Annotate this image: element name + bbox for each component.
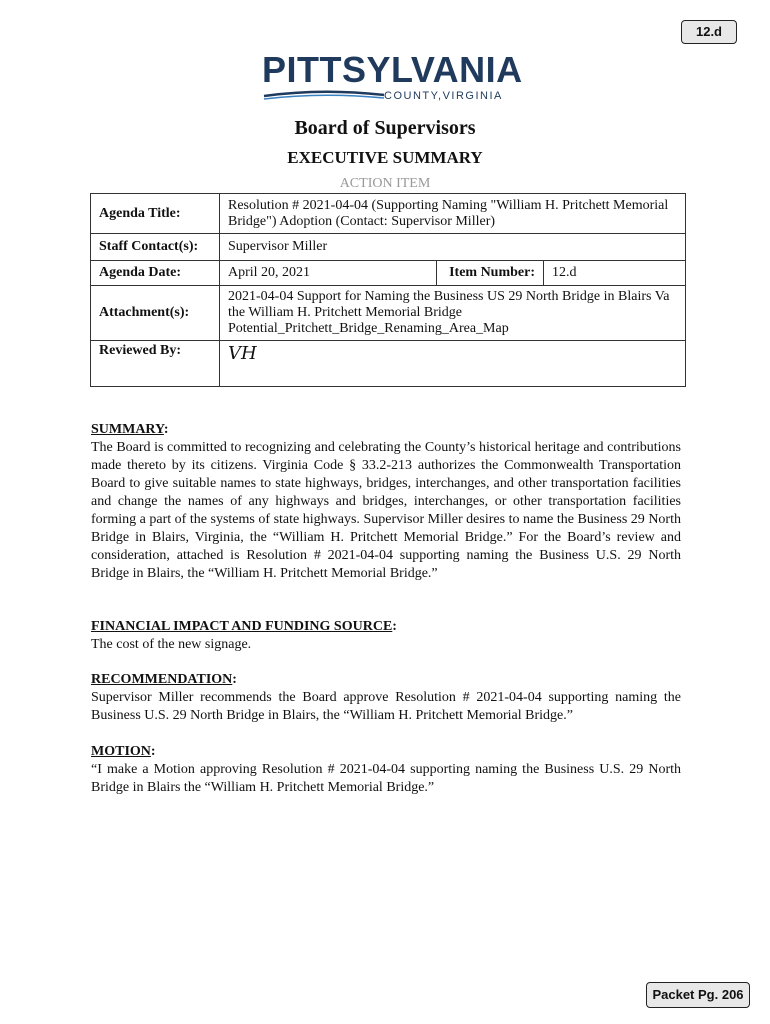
row-staff-contact — [91, 234, 686, 261]
executive-summary-title: EXECUTIVE SUMMARY — [287, 148, 483, 167]
financial-text: The cost of the new signage. — [91, 637, 252, 652]
motion-heading: MOTION — [91, 744, 151, 759]
row-reviewed-by — [91, 341, 686, 387]
agenda-title-label: Agenda Title: — [91, 194, 220, 234]
financial-heading: FINANCIAL IMPACT AND FUNDING SOURCE — [91, 619, 393, 634]
logo-subtitle: COUNTY,VIRGINIA — [384, 90, 503, 102]
logo-swoosh-icon — [262, 86, 387, 102]
summary-heading: SUMMARY — [91, 422, 164, 437]
attachment-link[interactable]: 2021-04-04 Support for Naming the Business US 29 North Bridge in Blairs Va the William H. Pritchett Memorial Bridge — [228, 289, 670, 320]
motion-section: MOTION: “I make a Motion approving Resolution # 2021-04-04 supporting naming the Business U.S. 29 North Bridge in Blairs the “William H. Pritchett Memorial Bridge.” — [91, 744, 681, 795]
agenda-date-label: Agenda Date: — [91, 261, 220, 286]
board-title: Board of Supervisors — [294, 117, 476, 139]
item-number-label: Item Number: — [437, 261, 544, 286]
row-attachments — [91, 286, 686, 341]
row-agenda-date — [91, 261, 686, 286]
agenda-meta-table — [90, 193, 686, 387]
summary-section: SUMMARY: The Board is committed to recognizing and celebrating the County’s historical heritage and contributions made thereto by its citizens. Virginia Code § 33.2-213 authorizes the Commonwealth Transportation Board to give suitable names to state highways, bridges, interchanges, and other transportation facilities and change the names of any highways and bridges, interchanges, or other transportation facilities forming a part of the systems of state highways. Supervisor Miller desires to name the Business 29 North Bridge in Blairs, Virginia, the “William H. Pritchett Memorial Bridge.” For the Board’s review and consideration, attached is Resolution # 2021-04-04 supporting naming the Business U.S. 29 North Bridge in Blairs, the “William H. Pritchett Memorial Bridge.” — [91, 422, 681, 581]
summary-text: The Board is committed to recognizing and celebrating the County’s historical heritage and contributions made thereto by its citizens. Virginia Code § 33.2-213 authorizes the Commonwealth Transportation Board to give suitable names to state highways, bridges, interchanges, and other transportation facilities and change the names of any highways and bridges, interchanges, or other transportation facilities forming a part of the systems of state highways. Supervisor Miller desires to name the Business 29 North Bridge in Blairs, Virginia, the “William H. Pritchett Memorial Bridge.” For the Board’s review and consideration, attached is Resolution # 2021-04-04 supporting naming the Business U.S. 29 North Bridge in Blairs, the “William H. Pritchett Memorial Bridge.” — [91, 440, 681, 581]
reviewed-by-label: Reviewed By: — [91, 341, 220, 387]
packet-code-badge: 12.d — [681, 20, 737, 44]
county-logo — [262, 49, 523, 108]
recommendation-heading: RECOMMENDATION — [91, 672, 233, 687]
attachments-value — [220, 286, 686, 341]
staff-contact-label: Staff Contact(s): — [91, 234, 220, 261]
staff-contact-value: Supervisor Miller — [220, 234, 686, 261]
item-number-value: 12.d — [544, 261, 686, 286]
motion-text: “I make a Motion approving Resolution # 2021-04-04 supporting naming the Business U.S. 29 North Bridge in Blairs the “William H. Pritchett Memorial Bridge.” — [91, 762, 681, 795]
financial-section: FINANCIAL IMPACT AND FUNDING SOURCE: The cost of the new signage. — [91, 618, 681, 654]
attachments-label: Attachment(s): — [91, 286, 220, 341]
logo-wordmark: PITTSYLVANIA — [262, 49, 523, 90]
reviewer-signature: VH — [228, 343, 257, 364]
attachment-link[interactable]: Potential_Pritchett_Bridge_Renaming_Area_Map — [228, 321, 509, 336]
recommendation-text: Supervisor Miller recommends the Board approve Resolution # 2021-04-04 supporting naming the Business U.S. 29 North Bridge in Blairs, the “William H. Pritchett Memorial Bridge.” — [91, 690, 681, 723]
packet-page-badge: Packet Pg. 206 — [646, 982, 750, 1008]
row-agenda-title — [91, 194, 686, 234]
action-item-label: ACTION ITEM — [339, 176, 431, 191]
agenda-title-value: Resolution # 2021-04-04 (Supporting Naming "William H. Pritchett Memorial Bridge") Adoption (Contact: Supervisor Miller) — [220, 194, 686, 234]
reviewed-by-cell — [220, 341, 686, 387]
recommendation-section: RECOMMENDATION: Supervisor Miller recommends the Board approve Resolution # 2021-04-04 supporting naming the Business U.S. 29 North Bridge in Blairs, the “William H. Pritchett Memorial Bridge.” — [91, 672, 681, 723]
agenda-date-value: April 20, 2021 — [220, 261, 437, 286]
